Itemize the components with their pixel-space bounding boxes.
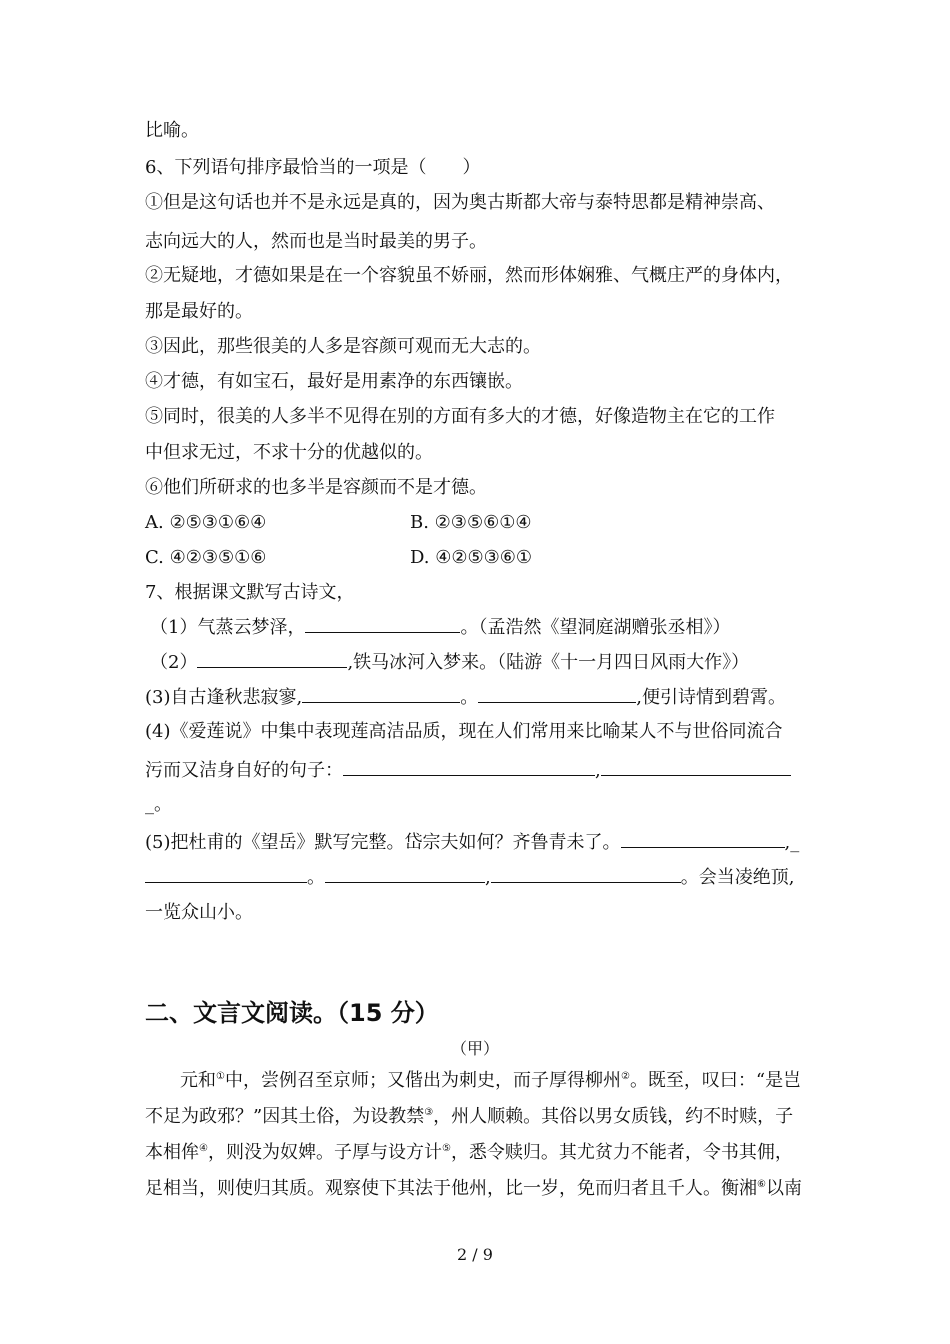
sentence-1: ①但是这句话也并不是永远是真的，因为奥古斯都大帝与泰特思都是精神崇高、: [145, 192, 775, 213]
text-line: 比喻。: [145, 120, 199, 141]
answer-blank: [197, 649, 347, 668]
footnote-marker: ④: [199, 1143, 208, 1154]
q7-item-4: (4)《爱莲说》中集中表现莲高洁品质，现在人们常用来比喻某人不与世俗同流合: [145, 721, 783, 742]
sentence-4: ④才德，有如宝石，最好是用素净的东西镶嵌。: [145, 371, 523, 392]
option-d: D. ④②⑤③⑥①: [410, 547, 533, 568]
sentence-3: ③因此，那些很美的人多是容颜可观而无大志的。: [145, 336, 541, 357]
footnote-marker: ①: [216, 1071, 225, 1082]
sentence-2: ②无疑地，才德如果是在一个容貌虽不娇丽，然而形体娴雅、气概庄严的身体内，: [145, 265, 793, 286]
text-line: 一览众山小。: [145, 902, 253, 923]
sentence-6: ⑥他们所研求的也多半是容颜而不是才德。: [145, 477, 487, 498]
passage-line: 本相侔④，则没为奴婢。子厚与设方计⑤，悉令赎归。其尤贫力不能者，令书其佣，: [145, 1142, 793, 1163]
footnote-marker: ⑥: [757, 1179, 766, 1190]
passage-line: 不足为政邪？”因其土俗，为设教禁③，州人顺赖。其俗以男女质钱，约不时赎，子: [145, 1106, 794, 1127]
passage-line: 足相当，则使归其质。观察使下其法于他州，比一岁，免而归者且千人。衡湘⑥以南: [145, 1178, 802, 1199]
footnote-marker: ②: [620, 1071, 630, 1082]
page-number: 2 / 9: [457, 1245, 493, 1264]
answer-blank: [145, 864, 307, 883]
question-6-title: 6、下列语句排序最恰当的一项是（ ）: [145, 157, 481, 178]
sentence-5: ⑤同时，很美的人多半不见得在别的方面有多大的才德，好像造物主在它的工作: [145, 406, 775, 427]
q7-item-5: (5)把杜甫的《望岳》默写完整。岱宗夫如何？齐鲁青未了。 ,_: [145, 829, 799, 856]
answer-blank: [343, 757, 595, 776]
answer-blank: [491, 864, 681, 883]
answer-blank: [621, 829, 785, 848]
text-line: 那是最好的。: [145, 301, 253, 322]
answer-blank: [325, 864, 485, 883]
q7-item-2: （2） ,铁马冰河入梦来。（陆游《十一月四日风雨大作》）: [150, 649, 749, 676]
answer-blank: [601, 757, 791, 776]
footnote-marker: ⑤: [441, 1143, 451, 1154]
option-c: C. ④②③⑤①⑥: [145, 547, 267, 568]
answer-blank: [478, 684, 636, 703]
q7-item-5-cont: 。 , 。会当凌绝顶,: [145, 864, 794, 891]
option-b: B. ②③⑤⑥①④: [410, 512, 532, 533]
passage-subtitle: （甲）: [450, 1039, 499, 1058]
option-a: A. ②⑤③①⑥④: [145, 512, 267, 533]
section-heading: 二、文言文阅读。（15 分）: [145, 999, 439, 1027]
footnote-marker: ③: [424, 1107, 434, 1118]
answer-blank: [302, 684, 460, 703]
text-line: 中但求无过，不求十分的优越似的。: [145, 442, 433, 463]
text-line: _。: [145, 794, 172, 815]
answer-blank: [305, 614, 460, 633]
passage-line: 元和①中，尝例召至京师；又偕出为刺史，而子厚得柳州②。既至，叹曰：“是岂: [180, 1070, 802, 1091]
q7-item-1: （1）气蒸云梦泽， 。（孟浩然《望洞庭湖赠张丞相》）: [150, 614, 730, 641]
q7-item-3: (3)自古逢秋悲寂寥, 。 ,便引诗情到碧霄。: [145, 684, 786, 711]
q7-item-4-cont: 污而又洁身自好的句子： ,: [145, 757, 791, 784]
text-line: 志向远大的人，然而也是当时最美的男子。: [145, 231, 487, 252]
question-7-title: 7、根据课文默写古诗文，: [145, 582, 355, 603]
